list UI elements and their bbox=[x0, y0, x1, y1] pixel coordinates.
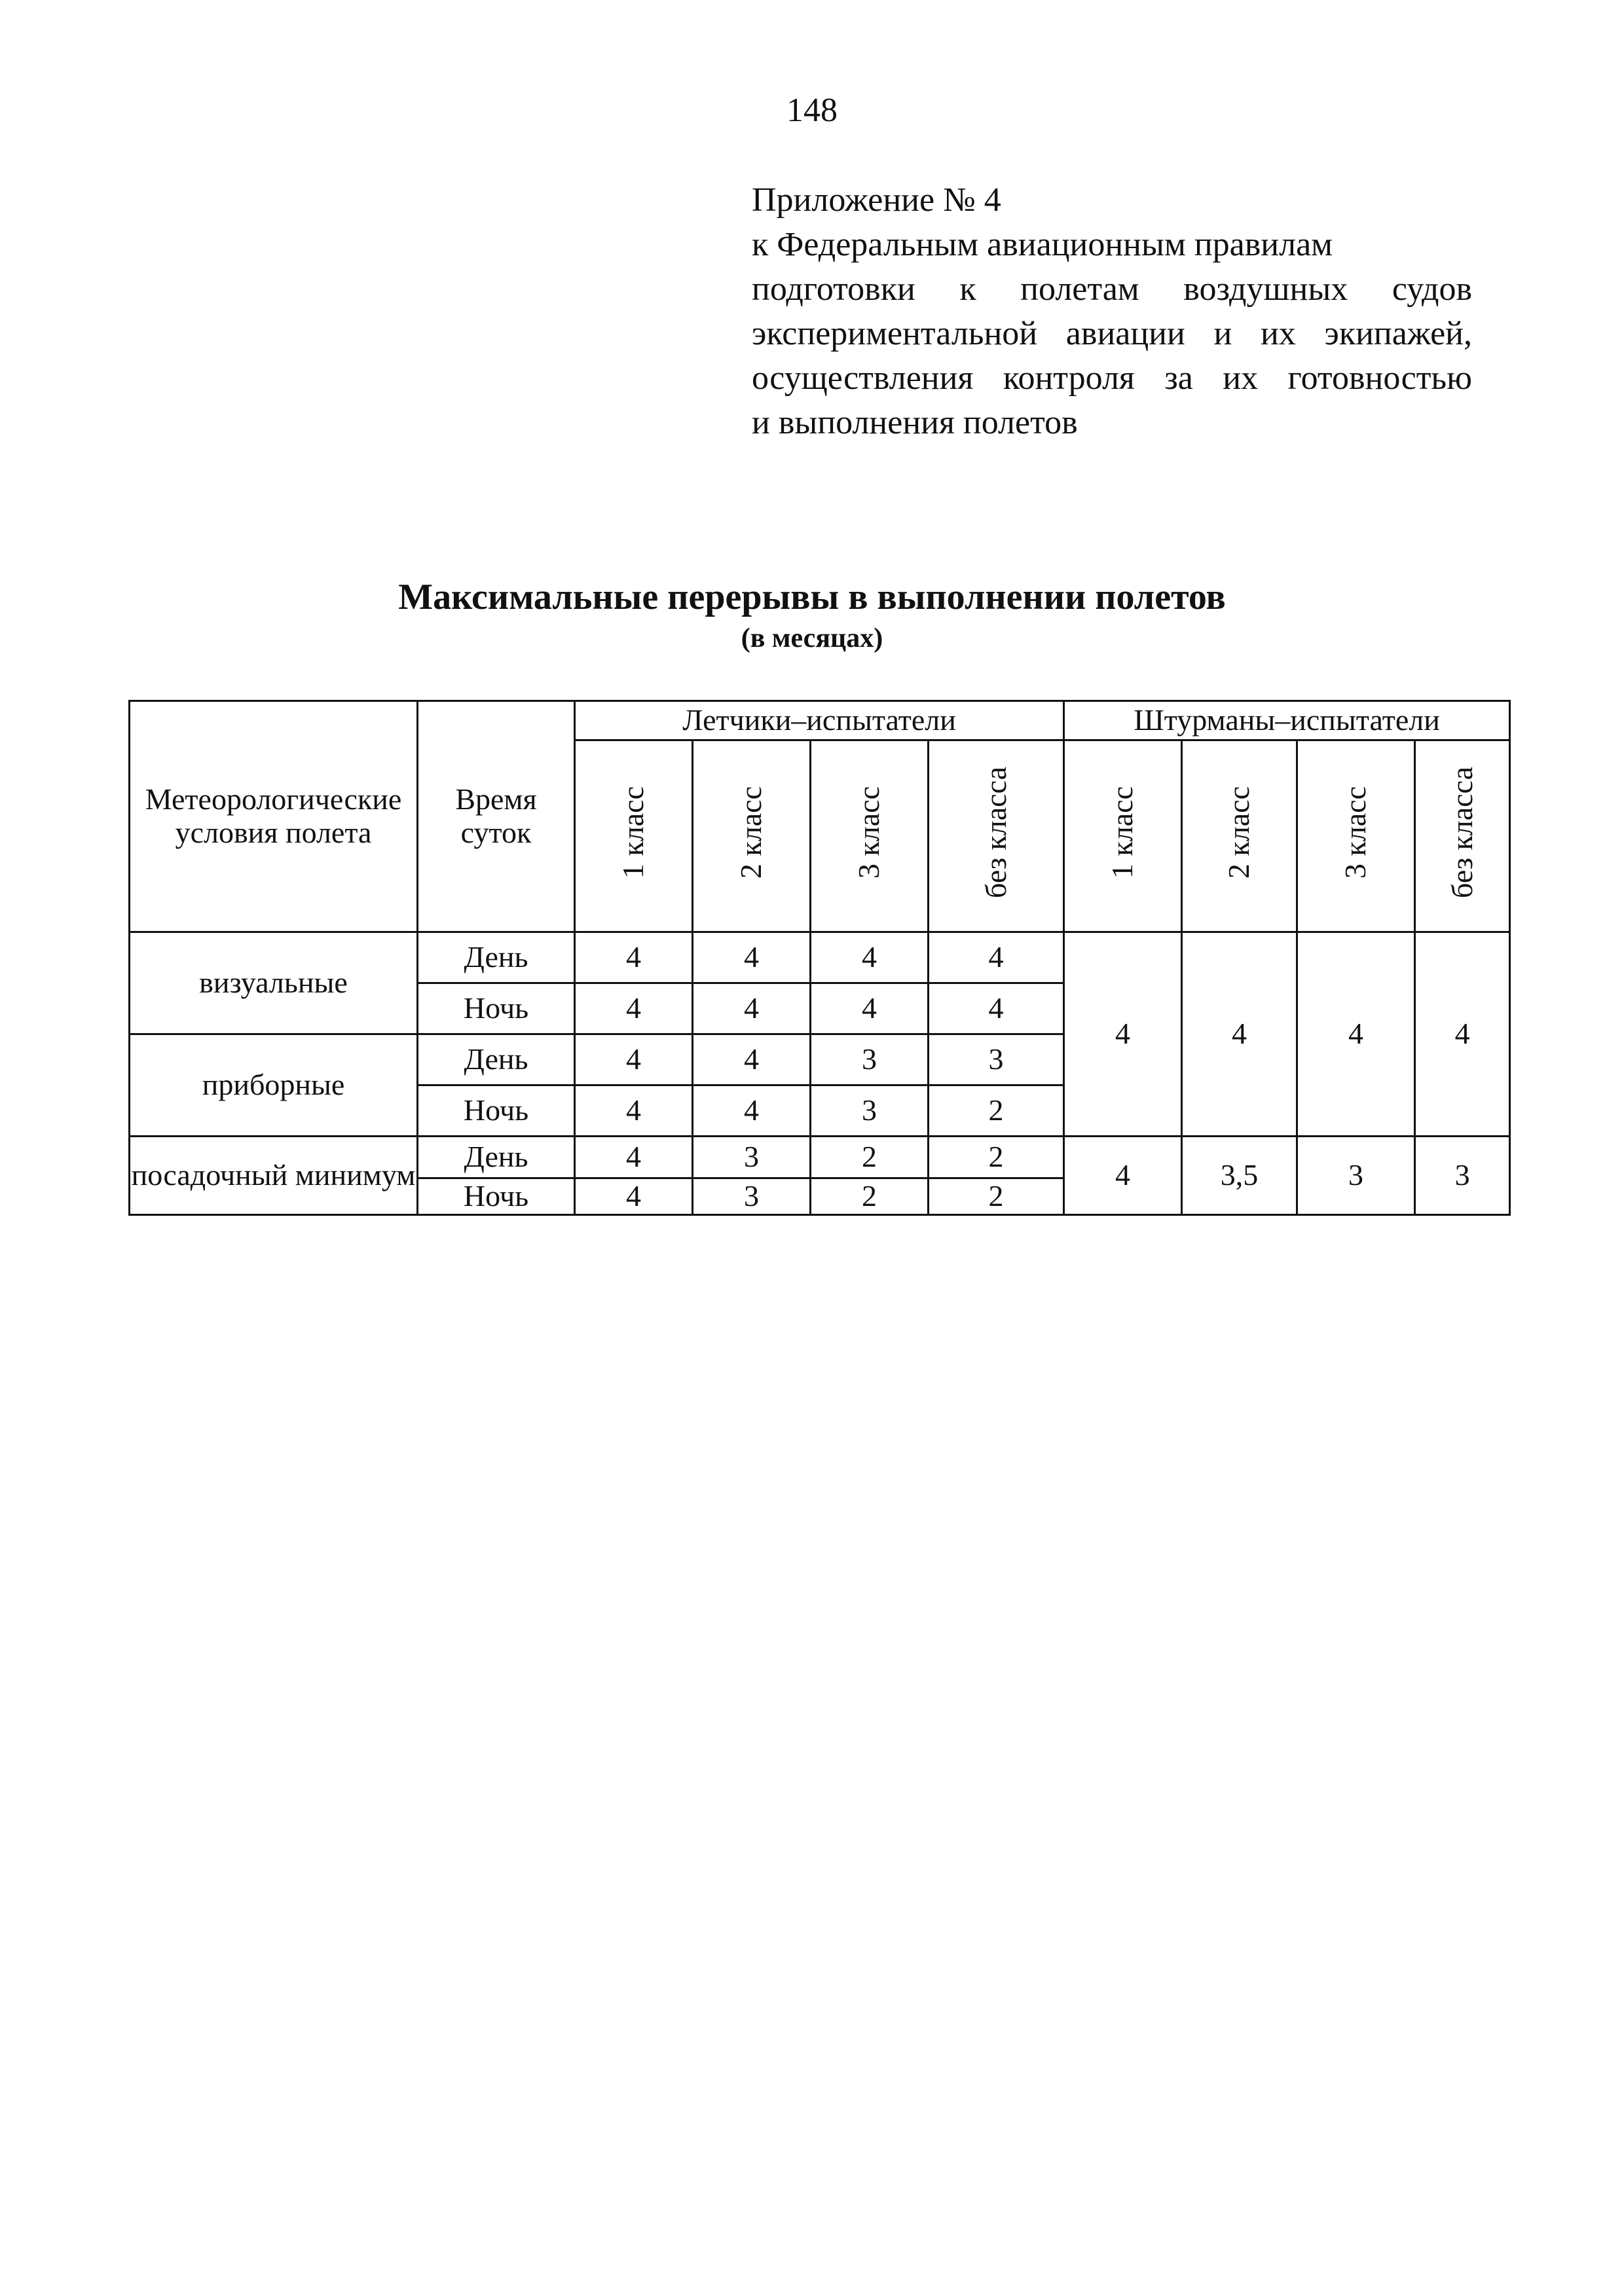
navigator-value-cell: 4 bbox=[1415, 932, 1510, 1137]
condition-cell: приборные bbox=[130, 1034, 418, 1137]
value-cell: 2 bbox=[929, 1137, 1064, 1178]
header-class-cell bbox=[693, 740, 811, 932]
flight-breaks-table bbox=[128, 700, 1511, 1216]
value-cell: 2 bbox=[811, 1178, 929, 1215]
appendix-line: к Федеральным авиационным правилам bbox=[752, 226, 1333, 263]
value-cell: 4 bbox=[811, 983, 929, 1034]
header-class-label: без класса bbox=[978, 767, 1012, 899]
navigator-value-cell: 3 bbox=[1297, 1137, 1415, 1215]
header-class-label: без класса bbox=[1445, 767, 1479, 899]
value-cell: 3 bbox=[693, 1178, 811, 1215]
time-cell: День bbox=[418, 1034, 575, 1085]
value-cell: 2 bbox=[929, 1178, 1064, 1215]
header-pilots: Летчики–испытатели bbox=[575, 701, 1064, 740]
navigator-value-cell: 3,5 bbox=[1182, 1137, 1297, 1215]
appendix-line: и выполнения полетов bbox=[752, 404, 1078, 441]
time-cell: Ночь bbox=[418, 1178, 575, 1215]
value-cell: 3 bbox=[929, 1034, 1064, 1085]
value-cell: 4 bbox=[693, 1034, 811, 1085]
value-cell: 4 bbox=[929, 932, 1064, 983]
header-class-cell bbox=[575, 740, 693, 932]
table-subtitle: (в месяцах) bbox=[741, 623, 883, 653]
header-class-cell bbox=[1182, 740, 1297, 932]
page-number: 148 bbox=[786, 92, 838, 129]
value-cell: 2 bbox=[811, 1137, 929, 1178]
value-cell: 4 bbox=[575, 1137, 693, 1178]
appendix-line: Приложение № 4 bbox=[752, 181, 1001, 219]
value-cell: 3 bbox=[811, 1085, 929, 1137]
value-cell: 4 bbox=[693, 1085, 811, 1137]
value-cell: 4 bbox=[575, 1085, 693, 1137]
header-class-cell bbox=[929, 740, 1064, 932]
header-class-label: 1 класс bbox=[616, 786, 650, 879]
navigator-value-cell: 3 bbox=[1415, 1137, 1510, 1215]
header-class-cell bbox=[811, 740, 929, 932]
header-class-label: 2 класс bbox=[1222, 786, 1256, 879]
navigator-value-cell: 4 bbox=[1182, 932, 1297, 1137]
appendix-line: осуществления контроля за их готовностью bbox=[752, 359, 1472, 397]
header-class-label: 2 класс bbox=[734, 786, 768, 879]
time-cell: День bbox=[418, 1137, 575, 1178]
time-cell: Ночь bbox=[418, 1085, 575, 1137]
header-class-label: 1 класс bbox=[1105, 786, 1139, 879]
header-class-cell bbox=[1064, 740, 1182, 932]
value-cell: 3 bbox=[693, 1137, 811, 1178]
table-row bbox=[130, 1137, 1510, 1178]
value-cell: 4 bbox=[811, 932, 929, 983]
appendix-header bbox=[752, 178, 1472, 445]
header-time-of-day: Время суток bbox=[418, 701, 575, 932]
header-class-cell bbox=[1297, 740, 1415, 932]
value-cell: 4 bbox=[575, 1178, 693, 1215]
navigator-value-cell: 4 bbox=[1297, 932, 1415, 1137]
header-navigators: Штурманы–испытатели bbox=[1064, 701, 1510, 740]
value-cell: 4 bbox=[575, 983, 693, 1034]
appendix-line: подготовки к полетам воздушных судов bbox=[752, 270, 1472, 308]
header-class-cell bbox=[1415, 740, 1510, 932]
navigator-value-cell: 4 bbox=[1064, 932, 1182, 1137]
table-title: Максимальные перерывы в выполнении полетов bbox=[398, 577, 1226, 617]
header-conditions: Метеорологические условия полета bbox=[130, 701, 418, 932]
appendix-line: экспериментальной авиации и их экипажей, bbox=[752, 315, 1472, 352]
value-cell: 4 bbox=[929, 983, 1064, 1034]
value-cell: 4 bbox=[693, 983, 811, 1034]
value-cell: 2 bbox=[929, 1085, 1064, 1137]
navigator-value-cell: 4 bbox=[1064, 1137, 1182, 1215]
condition-cell: визуальные bbox=[130, 932, 418, 1034]
value-cell: 3 bbox=[811, 1034, 929, 1085]
condition-cell: посадочный минимум bbox=[130, 1137, 418, 1215]
time-cell: Ночь bbox=[418, 983, 575, 1034]
header-class-label: 3 класс bbox=[1338, 786, 1373, 879]
value-cell: 4 bbox=[575, 932, 693, 983]
value-cell: 4 bbox=[575, 1034, 693, 1085]
time-cell: День bbox=[418, 932, 575, 983]
table-row bbox=[130, 932, 1510, 983]
header-class-label: 3 класс bbox=[852, 786, 886, 879]
value-cell: 4 bbox=[693, 932, 811, 983]
